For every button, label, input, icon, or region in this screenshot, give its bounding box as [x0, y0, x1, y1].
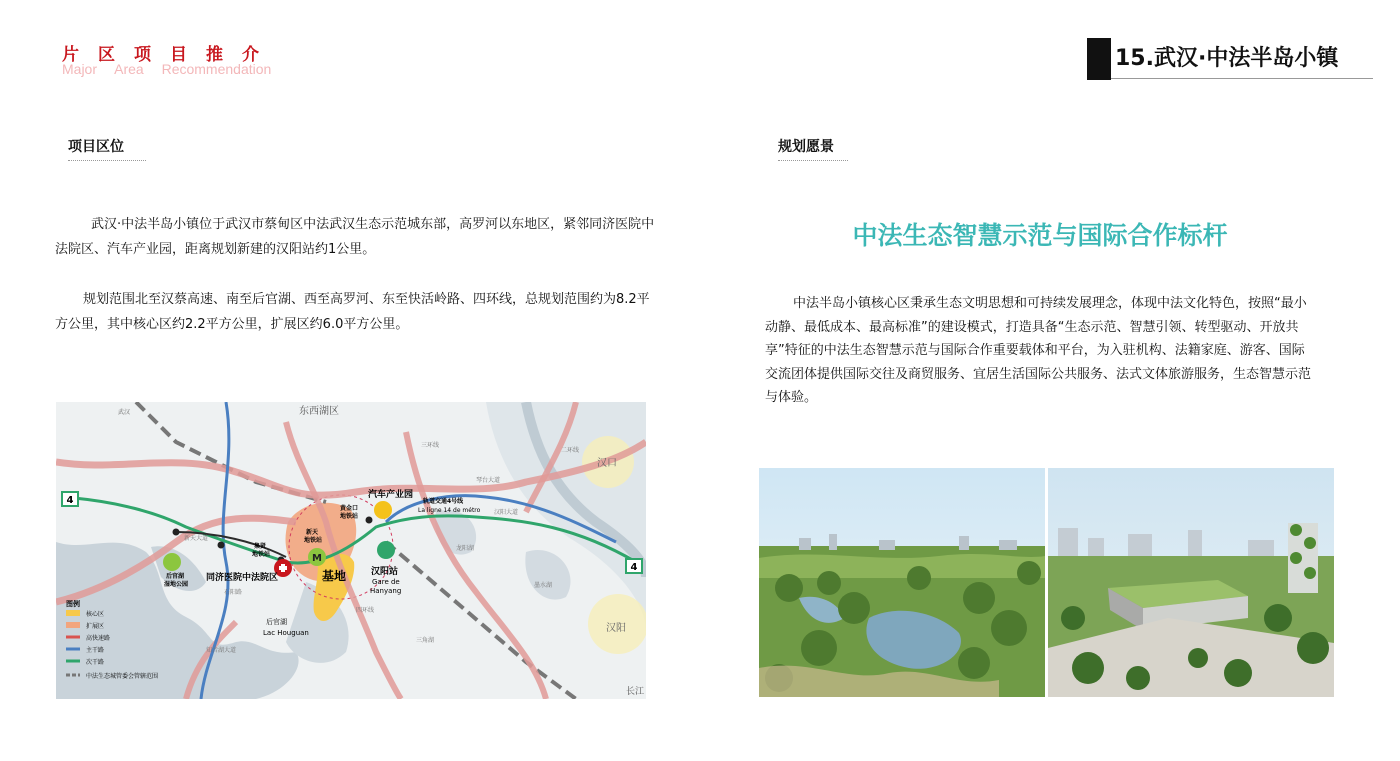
svg-text:M: M [312, 553, 322, 564]
map-label-metro4-fr: La ligne 14 de métro [418, 507, 481, 514]
title-bar-decoration [1087, 38, 1111, 80]
legend-label-expressway: 高快速路 [86, 635, 111, 642]
map-label-road3: 知音湖大道 [206, 647, 237, 654]
map-label-hanyang-station-fr2: Hanyang [370, 587, 402, 595]
map-station-dot [366, 517, 373, 524]
map-label-huangjinkou: 黄金口 [340, 505, 359, 512]
map-park-icon [163, 553, 181, 571]
map-label-xintian2: 地铁站 [304, 537, 323, 544]
vision-paragraph: 中法半岛小镇核心区秉承生态文明思想和可持续发展理念，体现中法文化特色，按照“最小动静、最低成本、最高标准”的建设模式，打造具备“生态示范、智慧引领、转型驱动、开放共享”特征的中法生态智慧示范与国际合作重要载体和平台，为入驻机构、法籍家庭、游客、国际交流团体提供国际交往及商贸服务、宜居生活国际公共服务、法式文体旅游服务，生态智慧示范与体验。 [765, 296, 1312, 405]
map-label-road6: 三环线 [421, 442, 440, 449]
map-legend-title: 图例 [66, 600, 80, 608]
section-divider-vision [778, 160, 848, 161]
map-car-icon [374, 501, 392, 519]
header-title-en: Major Area Recommendation [62, 61, 272, 77]
map-label-park: 后官湖 [166, 573, 185, 580]
map-label-road7: 石阳路 [224, 589, 243, 596]
legend-label-expansion: 扩展区 [86, 623, 105, 630]
map-label-lake3: 三角湖 [416, 637, 435, 644]
page-title: 15.武汉·中法半岛小镇 [1115, 46, 1339, 71]
rendering-photo-town [1048, 468, 1334, 697]
page-title-block [1087, 38, 1373, 80]
map-label-hanyang-station-fr: Gare de [372, 578, 400, 586]
map-label-xintian: 新天 [306, 529, 319, 536]
map-label-auto-park: 汽车产业园 [368, 490, 414, 500]
map-label-metro4: 轨道交通4号线 [423, 498, 464, 505]
legend-swatch-expansion [66, 622, 80, 628]
section-divider-location [68, 160, 146, 161]
map-label-road4: 新天大道 [184, 535, 209, 542]
map-label-road2: 四环线 [356, 607, 375, 614]
map-label-lake1: 龙阳湖 [456, 545, 475, 552]
map-station-dot [173, 529, 180, 536]
map-label-houguanhu: 后官湖 [266, 618, 287, 626]
map-label-huangjinkou2: 地铁站 [340, 513, 359, 520]
map-label-changjiang: 长江 [626, 687, 645, 697]
map-label-dongxihu: 东西湖区 [299, 406, 339, 417]
map-station-dot [218, 542, 225, 549]
map-label-jixian: 集贤 [254, 543, 267, 550]
map-label-hanyang-station: 汉阳站 [371, 567, 399, 577]
location-map [56, 402, 646, 699]
map-label-wuhan: 武汉 [118, 409, 131, 416]
map-label-houguanhu-fr: Lac Houguan [263, 629, 309, 637]
map-label-park2: 湿地公园 [164, 581, 189, 588]
title-underline [1111, 78, 1373, 79]
legend-label-main: 主干路 [86, 647, 105, 654]
legend-label-secondary: 次干路 [86, 659, 105, 666]
section-title-vision: 规划愿景 [778, 139, 834, 155]
vision-slogan: 中法生态智慧示范与国际合作标杆 [852, 221, 1228, 250]
map-label-tongji: 同济医院中法院区 [206, 573, 279, 583]
map-label-jidi: 基地 [322, 569, 347, 583]
map-ring4-left: 4 [66, 495, 74, 506]
legend-swatch-core [66, 610, 80, 616]
legend-label-boundary: 中法生态城管委会管辖范围 [86, 673, 159, 680]
map-train-icon [377, 541, 395, 559]
map-label-jixian2: 地铁站 [252, 551, 271, 558]
section-title-location: 项目区位 [68, 139, 124, 155]
map-label-road1: 汉阳大道 [494, 509, 519, 516]
map-label-hankou: 汉口 [597, 458, 617, 469]
map-label-road5: 二环线 [561, 447, 580, 454]
map-label-hanyang: 汉阳 [606, 623, 626, 634]
map-label-lake2: 墨水湖 [534, 582, 553, 589]
location-paragraph-2: 规划范围北至汉蔡高速、南至后官湖、西至高罗河、东至快活岭路、四环线，总规划范围约为8.2平方公里，其中核心区约2.2平方公里，扩展区约6.0平方公里。 [55, 292, 650, 332]
legend-label-core: 核心区 [86, 611, 105, 618]
map-label-road8: 琴台大道 [476, 477, 501, 484]
rendering-photo-park [759, 468, 1045, 697]
header-title-cn: 片区项目推介 [62, 45, 278, 65]
map-ring4-right: 4 [630, 562, 638, 573]
location-paragraph-1: 武汉·中法半岛小镇位于武汉市蔡甸区中法武汉生态示范城东部，高罗河以东地区，紧邻同济医院中法院区、汽车产业园，距离规划新建的汉阳站约1公里。 [55, 217, 655, 257]
